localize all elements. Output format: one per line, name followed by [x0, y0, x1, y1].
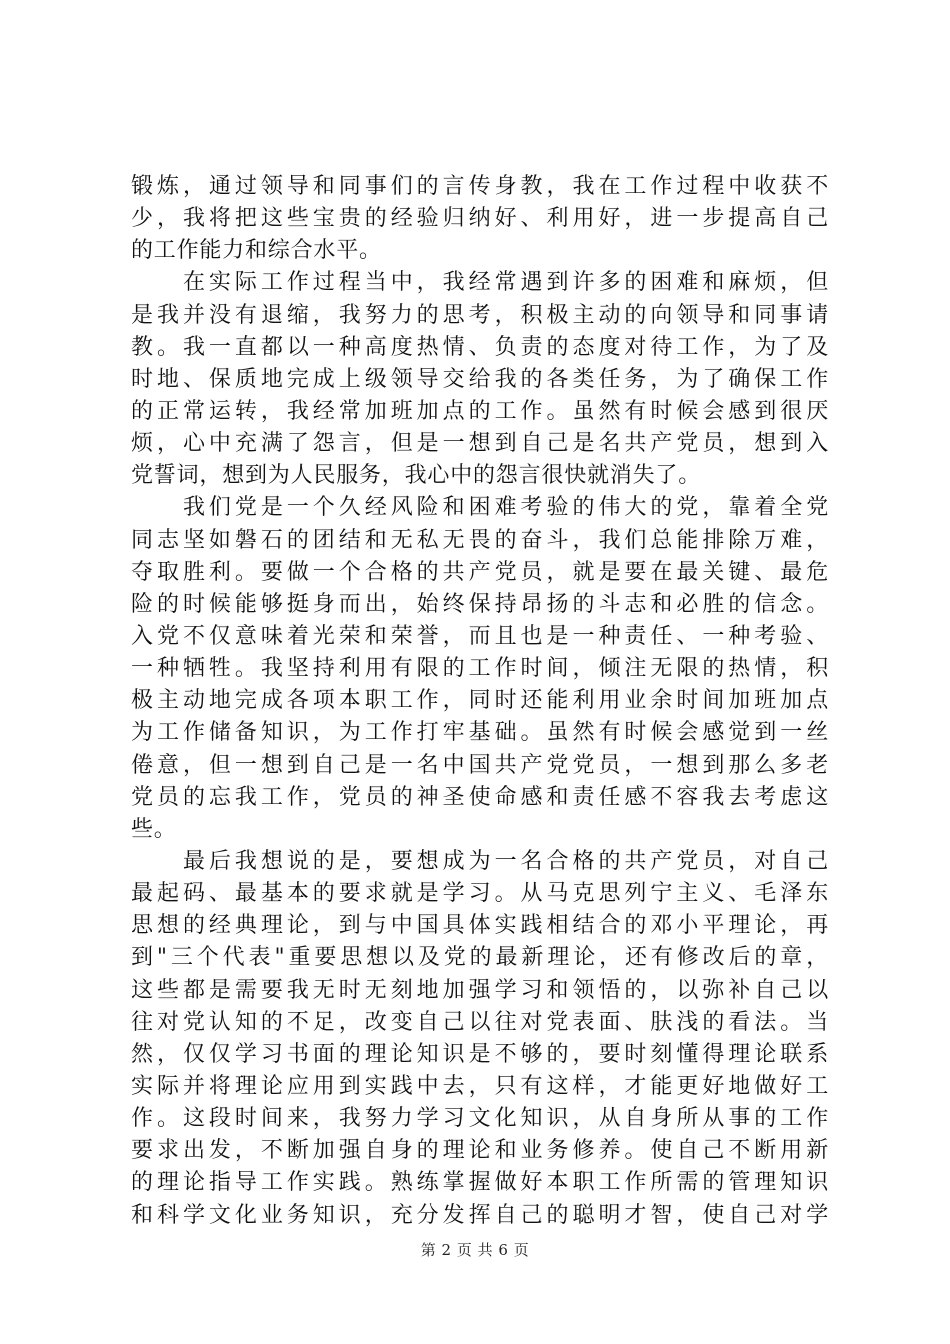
text-line: 烦，心中充满了怨言，但是一想到自己是名共产党员，想到入 [131, 431, 829, 457]
text-line: 入党不仅意味着光荣和荣誉，而且也是一种责任、一种考验、 [131, 623, 829, 649]
text-line: 这些都是需要我无时无刻地加强学习和领悟的，以弥补自己以 [131, 977, 829, 1003]
text-line: 的工作能力和综合水平。 [131, 238, 382, 264]
text-line: 夺取胜利。要做一个合格的共产党员，就是要在最关键、最危 [131, 559, 829, 585]
text-line: 锻炼，通过领导和同事们的言传身教，我在工作过程中收获不 [131, 174, 829, 199]
text-line: 极主动地完成各项本职工作，同时还能利用业余时间加班加点 [131, 688, 829, 714]
text-line: 在实际工作过程当中，我经常遇到许多的困难和麻烦，但 [131, 270, 829, 296]
text-line: 思想的经典理论，到与中国具体实践相结合的邓小平理论，再 [131, 913, 829, 939]
page-footer: 第 2 页 共 6 页 [420, 1241, 530, 1259]
text-line: 然，仅仅学习书面的理论知识是不够的，要时刻懂得理论联系 [131, 1041, 829, 1067]
text-line: 党誓词，想到为人民服务，我心中的怨言很快就消失了。 [131, 463, 702, 489]
text-line: 最后我想说的是，要想成为一名合格的共产党员，对自己 [131, 848, 829, 874]
text-line: 党员的忘我工作，党员的神圣使命感和责任感不容我去考虑这 [131, 784, 829, 810]
text-line: 险的时候能够挺身而出，始终保持昂扬的斗志和必胜的信念。 [131, 591, 829, 617]
document-body [131, 171, 829, 1232]
text-line: 教。我一直都以一种高度热情、负责的态度对待工作，为了及 [131, 334, 829, 360]
text-line: 要求出发，不断加强自身的理论和业务修养。使自己不断用新 [131, 1138, 829, 1164]
text-line: 同志坚如磐石的团结和无私无畏的奋斗，我们总能排除万难， [131, 527, 829, 553]
text-line: 作。这段时间来，我努力学习文化知识，从自身所从事的工作 [131, 1106, 829, 1132]
text-line: 时地、保质地完成上级领导交给我的各类任务，为了确保工作 [131, 366, 829, 392]
text-line: 实际并将理论应用到实践中去，只有这样，才能更好地做好工 [131, 1073, 829, 1099]
text-line: 一种牺牲。我坚持利用有限的工作时间，倾注无限的热情，积 [131, 656, 829, 682]
text-line: 少，我将把这些宝贵的经验归纳好、利用好，进一步提高自己 [131, 206, 829, 232]
text-line: 到"三个代表"重要思想以及党的最新理论，还有修改后的章， [131, 945, 829, 971]
text-line: 的正常运转，我经常加班加点的工作。虽然有时候会感到很厌 [131, 398, 829, 424]
text-line: 倦意，但一想到自己是一名中国共产党党员，一想到那么多老 [131, 752, 829, 778]
text-line: 些。 [131, 816, 177, 842]
text-line: 的理论指导工作实践。熟练掌握做好本职工作所需的管理知识 [131, 1170, 829, 1196]
text-line: 是我并没有退缩，我努力的思考，积极主动的向领导和同事请 [131, 302, 829, 328]
text-line: 为工作储备知识，为工作打牢基础。虽然有时候会感觉到一丝 [131, 720, 829, 746]
text-line: 和科学文化业务知识，充分发挥自己的聪明才智，使自己对学 [131, 1202, 829, 1228]
text-line: 最起码、最基本的要求就是学习。从马克思列宁主义、毛泽东 [131, 881, 829, 907]
text-line: 往对党认知的不足，改变自己以往对党表面、肤浅的看法。当 [131, 1009, 829, 1035]
text-line: 我们党是一个久经风险和困难考验的伟大的党，靠着全党 [131, 495, 829, 521]
